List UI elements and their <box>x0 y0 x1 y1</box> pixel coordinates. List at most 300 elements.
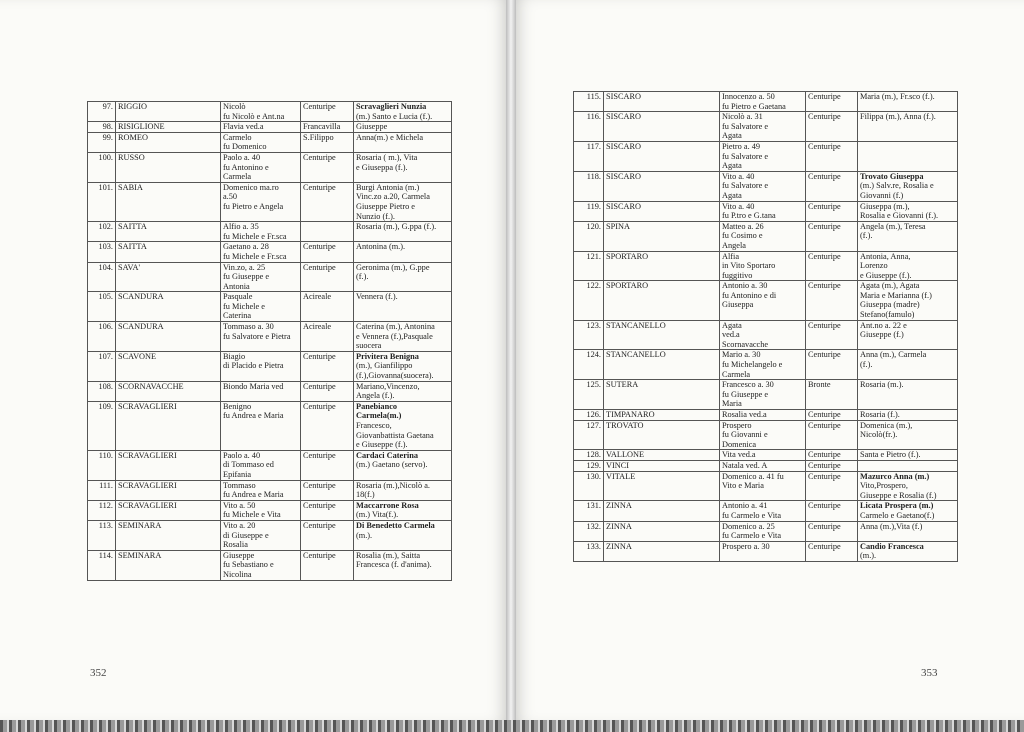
surname-cell: VALLONE <box>604 450 720 461</box>
children-cell <box>354 222 452 242</box>
table-row <box>574 380 958 410</box>
origin-cell: Centuripe <box>806 281 858 320</box>
entry-number-cell: 113. <box>88 520 116 550</box>
table-row <box>574 521 958 541</box>
table-row <box>88 401 452 450</box>
parents-cell <box>221 242 301 262</box>
children-line: Giuseppa (madre) <box>860 300 920 310</box>
surname-cell: SCANDURA <box>116 322 221 352</box>
parents-line: Tommaso <box>223 480 256 490</box>
page-number-left: 352 <box>90 667 107 679</box>
parents-line: fu Antonino e <box>223 162 269 172</box>
children-cell <box>354 182 452 221</box>
children-cell <box>354 500 452 520</box>
table-row <box>574 350 958 380</box>
parents-line: fu Antonino e di <box>722 290 777 300</box>
parents-line: fu Nicolò e Ant.na <box>223 111 285 121</box>
entry-number-cell: 102. <box>88 222 116 242</box>
children-line: Francesca (f. d'anima). <box>356 560 432 570</box>
origin-cell: S.Filippo <box>301 132 354 152</box>
parents-line: fu Andrea e Maria <box>223 490 284 500</box>
parents-line: Biagio <box>223 351 246 361</box>
parents-line: Giuseppa <box>722 300 754 310</box>
surname-cell: SPORTARO <box>604 281 720 320</box>
children-line: Antonia, Anna, <box>860 251 911 261</box>
entry-number-cell: 106. <box>88 322 116 352</box>
register-table-left <box>87 101 452 581</box>
children-cell <box>354 262 452 292</box>
parents-line: Matteo a. 26 <box>722 221 764 231</box>
children-cell <box>858 380 958 410</box>
parents-line: fu Giuseppe e <box>223 272 270 282</box>
surname-cell: RIGGIO <box>116 102 221 122</box>
entry-number-cell: 109. <box>88 401 116 450</box>
children-line: Rosalia (m.), Saitta <box>356 550 421 560</box>
surname-cell: SISCARO <box>604 171 720 201</box>
parents-line: Nicolina <box>223 569 252 579</box>
children-cell <box>858 281 958 320</box>
children-line: Francesco, <box>356 421 392 430</box>
parents-cell <box>221 152 301 182</box>
origin-cell: Centuripe <box>301 520 354 550</box>
parents-line: Pietro a. 49 <box>722 141 761 151</box>
origin-cell: Centuripe <box>806 92 858 112</box>
entry-number-cell: 121. <box>574 251 604 281</box>
parents-line: fu Michele e <box>223 301 265 311</box>
surname-cell: SCANDURA <box>116 292 221 322</box>
parents-line: Alfia <box>722 251 740 261</box>
parents-line: Epifania <box>223 469 252 479</box>
children-line: Vennera (f.). <box>356 292 398 302</box>
parents-line: Domenico a. 41 fu <box>722 471 784 481</box>
children-line: Carmelo e Gaetano(f.) <box>860 510 935 520</box>
table-row <box>574 420 958 450</box>
children-line: (m.) Salv.re, Rosalia e <box>860 181 934 191</box>
children-line: (m.) Vita(f.). <box>356 510 399 520</box>
parents-cell <box>720 171 806 201</box>
origin-cell: Centuripe <box>806 450 858 461</box>
parents-line: Domenico a. 25 <box>722 521 775 531</box>
children-cell <box>354 550 452 580</box>
children-line: Vinc.zo a.20, Carmela <box>356 192 430 202</box>
parents-line: Carmela <box>722 369 751 379</box>
entry-number-cell: 115. <box>574 92 604 112</box>
parents-cell <box>221 401 301 450</box>
children-line: Scravaglieri Nunzia <box>356 102 427 111</box>
surname-cell: VINCI <box>604 460 720 471</box>
surname-cell: RUSSO <box>116 152 221 182</box>
origin-cell: Centuripe <box>301 182 354 221</box>
table-row <box>574 112 958 142</box>
entry-number-cell: 103. <box>88 242 116 262</box>
parents-line: Vin.zo, a. 25 <box>223 262 266 272</box>
entry-number-cell: 133. <box>574 541 604 561</box>
children-line: Giovanni (f.) <box>860 190 904 200</box>
parents-line: di Placido e Pietra <box>223 361 284 371</box>
parents-line: fu Salvatore e <box>722 181 769 191</box>
entry-number-cell: 119. <box>574 201 604 221</box>
children-line: Antonina (m.). <box>356 242 406 252</box>
surname-cell: SPORTARO <box>604 251 720 281</box>
table-row <box>574 501 958 521</box>
origin-cell: Centuripe <box>301 262 354 292</box>
children-cell <box>858 112 958 142</box>
table-row <box>574 281 958 320</box>
parents-line: Antonia <box>223 281 250 291</box>
origin-cell: Centuripe <box>806 420 858 450</box>
entry-number-cell: 108. <box>88 381 116 401</box>
parents-line: Carmelo <box>223 132 252 142</box>
parents-line: Antonio a. 41 <box>722 501 768 511</box>
origin-cell: Centuripe <box>806 251 858 281</box>
children-line: Panebianco <box>356 401 398 411</box>
book-gutter <box>506 0 516 732</box>
parents-cell <box>221 182 301 221</box>
parents-line: Paolo a. 40 <box>223 450 261 460</box>
surname-cell: SAITTA <box>116 242 221 262</box>
entry-number-cell: 118. <box>574 171 604 201</box>
children-line: Maccarrone Rosa <box>356 500 419 510</box>
origin-cell: Centuripe <box>806 112 858 142</box>
surname-cell: SISCARO <box>604 141 720 171</box>
origin-cell: Centuripe <box>806 460 858 471</box>
origin-cell: Centuripe <box>806 221 858 251</box>
surname-cell: SCAVONE <box>116 351 221 381</box>
parents-line: di Giuseppe e <box>223 530 269 540</box>
entry-number-cell: 111. <box>88 480 116 500</box>
entry-number-cell: 99. <box>88 132 116 152</box>
children-line: Rosalia e Giovanni (f.). <box>860 211 939 221</box>
surname-cell: TIMPANARO <box>604 410 720 421</box>
children-line: Stefano(famulo) <box>860 310 915 320</box>
parents-cell <box>720 112 806 142</box>
parents-line: Prospero a. 30 <box>722 541 770 551</box>
entry-number-cell: 98. <box>88 122 116 133</box>
table-row <box>88 292 452 322</box>
origin-cell: Centuripe <box>806 320 858 350</box>
parents-cell <box>221 351 301 381</box>
surname-cell: ZINNA <box>604 521 720 541</box>
origin-cell: Centuripe <box>806 350 858 380</box>
children-line: Cardaci Caterina <box>356 450 418 460</box>
children-cell <box>858 471 958 501</box>
origin-cell: Centuripe <box>301 381 354 401</box>
children-cell <box>858 201 958 221</box>
scan-edge <box>0 720 1024 732</box>
parents-cell <box>720 201 806 221</box>
table-row <box>88 381 452 401</box>
table-row <box>574 251 958 281</box>
parents-line: Vita ved.a <box>722 450 756 460</box>
parents-cell <box>720 460 806 471</box>
children-line: Giuseppe <box>356 122 388 132</box>
register-table-right <box>573 91 958 562</box>
children-line: Trovato Giuseppa <box>860 171 924 181</box>
children-cell <box>354 242 452 262</box>
surname-cell: SCRAVAGLIERI <box>116 480 221 500</box>
origin-cell <box>301 222 354 242</box>
parents-line: fuggitivo <box>722 270 753 280</box>
children-cell <box>858 460 958 471</box>
parents-line: Francesco a. 30 <box>722 380 774 390</box>
parents-line: in Vito Sportaro <box>722 261 776 271</box>
surname-cell: RISIGLIONE <box>116 122 221 133</box>
entry-number-cell: 116. <box>574 112 604 142</box>
children-cell <box>858 521 958 541</box>
table-row <box>88 500 452 520</box>
children-line: Mazurco Anna (m.) <box>860 471 930 481</box>
children-line: Anna(m.) e Michela <box>356 132 424 142</box>
surname-cell: SAVA' <box>116 262 221 292</box>
children-cell <box>858 420 958 450</box>
entry-number-cell: 100. <box>88 152 116 182</box>
origin-cell: Centuripe <box>806 410 858 421</box>
children-cell <box>354 322 452 352</box>
children-line: Maria e Marianna (f.) <box>860 290 932 300</box>
children-cell <box>858 541 958 561</box>
parents-line: Pasquale <box>223 292 253 302</box>
origin-cell: Centuripe <box>806 171 858 201</box>
entry-number-cell: 128. <box>574 450 604 461</box>
children-cell <box>858 92 958 112</box>
origin-cell: Bronte <box>806 380 858 410</box>
parents-cell <box>221 450 301 480</box>
table-row <box>574 460 958 471</box>
table-row <box>574 471 958 501</box>
children-line: (m.). <box>860 551 877 561</box>
children-cell <box>858 501 958 521</box>
surname-cell: SEMINARA <box>116 550 221 580</box>
surname-cell: ZINNA <box>604 501 720 521</box>
parents-line: fu Salvatore e <box>722 151 769 161</box>
children-cell <box>354 450 452 480</box>
parents-line: Antonio a. 30 <box>722 281 768 291</box>
children-line: e Giuseppe (f.). <box>356 440 408 450</box>
parents-cell <box>720 380 806 410</box>
parents-cell <box>221 500 301 520</box>
table-row <box>88 222 452 242</box>
children-line: (f.). <box>860 360 873 370</box>
parents-line: Rosalia <box>223 540 248 550</box>
children-line: Carmela(m.) <box>356 411 402 421</box>
parents-line: Giuseppe <box>223 550 255 560</box>
surname-cell: ROMEO <box>116 132 221 152</box>
children-line: Vito,Prospero, <box>860 481 908 491</box>
entry-number-cell: 112. <box>88 500 116 520</box>
parents-line: Vito a. 20 <box>223 520 256 530</box>
children-line: Caterina (m.), Antonina <box>356 322 435 332</box>
surname-cell: SAITTA <box>116 222 221 242</box>
origin-cell: Centuripe <box>301 351 354 381</box>
entry-number-cell: 120. <box>574 221 604 251</box>
parents-line: Agata <box>722 320 742 330</box>
table-row <box>88 480 452 500</box>
parents-cell <box>720 221 806 251</box>
parents-cell <box>221 520 301 550</box>
table-row <box>88 262 452 292</box>
entry-number-cell: 101. <box>88 182 116 221</box>
surname-cell: SISCARO <box>604 201 720 221</box>
children-cell <box>354 480 452 500</box>
children-cell <box>858 350 958 380</box>
parents-line: Innocenzo a. 50 <box>722 92 775 101</box>
surname-cell: SCORNAVACCHE <box>116 381 221 401</box>
parents-cell <box>221 132 301 152</box>
children-line: Licata Prospera (m.) <box>860 501 934 511</box>
entry-number-cell: 127. <box>574 420 604 450</box>
entry-number-cell: 122. <box>574 281 604 320</box>
entry-number-cell: 124. <box>574 350 604 380</box>
entry-number-cell: 97. <box>88 102 116 122</box>
origin-cell: Centuripe <box>301 152 354 182</box>
children-line: Angela (f.). <box>356 391 395 401</box>
parents-line: Vito e Maria <box>722 481 764 491</box>
surname-cell: SABIA <box>116 182 221 221</box>
parents-line: Mario a. 30 <box>722 350 761 360</box>
parents-line: Natala ved. A <box>722 460 768 470</box>
parents-line: fu Salvatore e Pietra <box>223 331 291 341</box>
parents-line: Scornavacche <box>722 339 769 349</box>
children-line: Giovanbattista Gaetana <box>356 430 434 440</box>
parents-line: Nicolò <box>223 102 246 111</box>
parents-cell <box>720 350 806 380</box>
children-cell <box>354 102 452 122</box>
parents-cell <box>720 471 806 501</box>
origin-cell: Centuripe <box>301 242 354 262</box>
table-row <box>574 201 958 221</box>
parents-cell <box>720 541 806 561</box>
parents-line: Prospero <box>722 420 752 430</box>
parents-line: a.50 <box>223 192 238 202</box>
parents-cell <box>720 251 806 281</box>
origin-cell: Centuripe <box>301 550 354 580</box>
children-line: (m.). <box>356 530 373 540</box>
parents-line: fu Domenico <box>223 142 267 152</box>
children-line: (f.). <box>356 272 369 282</box>
entry-number-cell: 130. <box>574 471 604 501</box>
parents-line: Nicolò a. 31 <box>722 112 763 122</box>
children-cell <box>354 401 452 450</box>
table-row <box>88 351 452 381</box>
children-line: Candio Francesca <box>860 541 924 551</box>
parents-line: fu Michele e Fr.sca <box>223 231 287 241</box>
table-row <box>574 320 958 350</box>
parents-line: fu Carmelo e Vita <box>722 510 782 520</box>
parents-cell <box>221 262 301 292</box>
children-line: Di Benedetto Carmela <box>356 520 435 530</box>
surname-cell: SPINA <box>604 221 720 251</box>
table-row <box>88 152 452 182</box>
table-row <box>88 520 452 550</box>
entry-number-cell: 117. <box>574 141 604 171</box>
parents-line: fu Pietro e Angela <box>223 201 284 211</box>
children-cell <box>858 171 958 201</box>
table-row <box>88 182 452 221</box>
table-row <box>88 322 452 352</box>
children-cell <box>354 122 452 133</box>
parents-line: Angela <box>722 240 746 250</box>
parents-line: Caterina <box>223 311 252 321</box>
children-line: 18(f.) <box>356 490 375 500</box>
origin-cell: Centuripe <box>301 500 354 520</box>
parents-cell <box>221 102 301 122</box>
parents-line: fu Pietro e Gaetana <box>722 101 786 111</box>
entry-number-cell: 125. <box>574 380 604 410</box>
children-line: Rosaria (f.). <box>860 410 900 419</box>
surname-cell: SISCARO <box>604 92 720 112</box>
children-cell <box>354 381 452 401</box>
surname-cell: TROVATO <box>604 420 720 450</box>
children-cell <box>858 221 958 251</box>
surname-cell: SISCARO <box>604 112 720 142</box>
table-row <box>88 122 452 133</box>
table-row <box>574 92 958 112</box>
parents-cell <box>720 450 806 461</box>
children-line: Giuseppe Pietro e <box>356 201 415 211</box>
origin-cell: Acireale <box>301 322 354 352</box>
children-line: Rosaria (m.),Nicolò a. <box>356 480 430 490</box>
children-cell <box>858 141 958 171</box>
table-row <box>574 450 958 461</box>
parents-line: Tommaso a. 30 <box>223 322 274 332</box>
surname-cell: VITALE <box>604 471 720 501</box>
children-line: Giuseppa (m.), <box>860 201 910 211</box>
origin-cell: Centuripe <box>806 501 858 521</box>
children-line: Rosaria ( m.), Vita <box>356 152 418 162</box>
entry-number-cell: 114. <box>88 550 116 580</box>
entry-number-cell: 110. <box>88 450 116 480</box>
children-line: Rosaria (m.), G.ppa (f.). <box>356 222 437 232</box>
table-row <box>88 450 452 480</box>
children-line: Nunzio (f.). <box>356 211 395 221</box>
entry-number-cell: 107. <box>88 351 116 381</box>
parents-line: Flavia ved.a <box>223 122 264 132</box>
parents-cell <box>221 122 301 133</box>
parents-line: fu Giovanni e <box>722 430 768 440</box>
parents-cell <box>221 480 301 500</box>
surname-cell: SCRAVAGLIERI <box>116 450 221 480</box>
origin-cell: Centuripe <box>301 450 354 480</box>
surname-cell: STANCANELLO <box>604 350 720 380</box>
children-line: Ant.no a. 22 e <box>860 320 907 330</box>
origin-cell: Acireale <box>301 292 354 322</box>
table-row <box>88 550 452 580</box>
origin-cell: Centuripe <box>301 401 354 450</box>
surname-cell: SUTERA <box>604 380 720 410</box>
parents-line: Biondo Maria ved <box>223 381 284 391</box>
surname-cell: SCRAVAGLIERI <box>116 401 221 450</box>
children-cell <box>858 410 958 421</box>
children-line: Nicolò(fr.). <box>860 430 898 440</box>
surname-cell: SCRAVAGLIERI <box>116 500 221 520</box>
children-line: e Giuseppe (f.). <box>860 270 912 280</box>
origin-cell: Centuripe <box>301 480 354 500</box>
children-line: Anna (m.),Vita (f.) <box>860 521 923 531</box>
table-row <box>88 242 452 262</box>
children-line: Giuseppe (f.) <box>860 330 904 340</box>
parents-cell <box>720 92 806 112</box>
parents-cell <box>720 281 806 320</box>
children-line: (f.). <box>860 231 873 241</box>
children-cell <box>858 251 958 281</box>
table-row <box>574 221 958 251</box>
parents-line: Gaetano a. 28 <box>223 242 269 252</box>
parents-line: fu Andrea e Maria <box>223 411 284 421</box>
origin-cell: Centuripe <box>806 541 858 561</box>
children-line: (m.), Gianfilippo <box>356 361 413 371</box>
children-cell <box>858 450 958 461</box>
children-line: Santa e Pietro (f.). <box>860 450 921 460</box>
